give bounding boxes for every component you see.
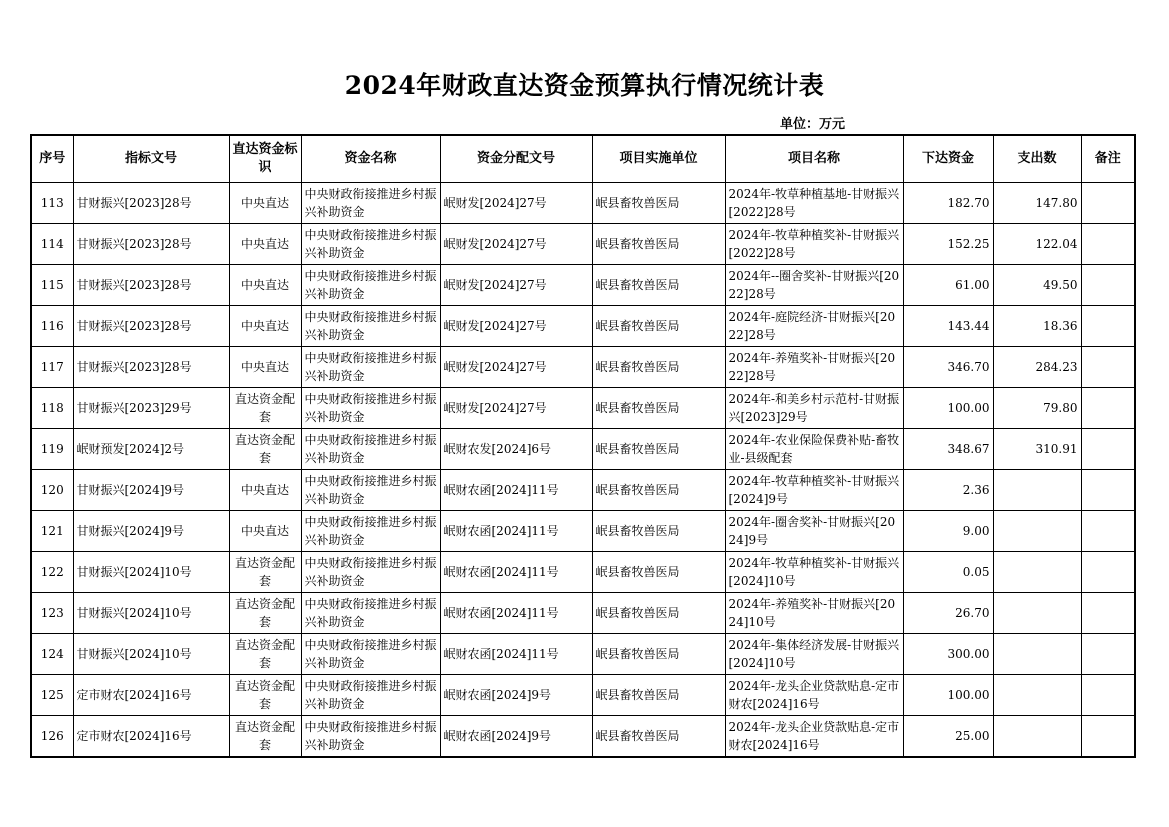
cell-unit-name-text: 岷县畜牧兽医局 <box>595 606 680 620</box>
cell-issued <box>903 716 993 758</box>
cell-project <box>725 306 903 347</box>
cell-seq <box>31 265 73 306</box>
cell-fund-name <box>301 470 440 511</box>
cell-alloc-doc <box>440 593 592 634</box>
cell-note <box>1081 634 1135 675</box>
cell-doc-no <box>73 224 229 265</box>
cell-unit-name-text: 岷县畜牧兽医局 <box>595 401 680 415</box>
cell-issued-text: 348.67 <box>947 442 990 456</box>
cell-seq-text: 125 <box>40 688 64 702</box>
cell-project <box>725 634 903 675</box>
cell-alloc-doc <box>440 429 592 470</box>
cell-spent <box>993 716 1081 758</box>
cell-seq-text: 121 <box>40 524 64 538</box>
cell-doc-no-text: 甘财振兴[2023]28号 <box>76 360 192 374</box>
table-body <box>31 183 1135 758</box>
cell-alloc-doc <box>440 347 592 388</box>
cell-note <box>1081 429 1135 470</box>
header-direct-tag <box>229 135 301 183</box>
cell-issued <box>903 388 993 429</box>
cell-spent <box>993 675 1081 716</box>
cell-project <box>725 388 903 429</box>
cell-issued <box>903 306 993 347</box>
cell-project <box>725 265 903 306</box>
cell-spent <box>993 552 1081 593</box>
cell-project <box>725 675 903 716</box>
cell-alloc-doc-text: 岷财农函[2024]11号 <box>443 565 559 579</box>
header-alloc-doc: 资金分配文号 <box>440 135 592 183</box>
cell-alloc-doc-text: 岷财发[2024]27号 <box>443 401 547 415</box>
cell-direct-tag <box>229 716 301 758</box>
cell-seq-text: 124 <box>40 647 64 661</box>
cell-direct-tag-text: 直达资金配套 <box>234 392 295 424</box>
cell-project <box>725 593 903 634</box>
cell-issued-text: 9.00 <box>962 524 990 538</box>
header-doc-no: 指标文号 <box>73 135 229 183</box>
cell-direct-tag <box>229 593 301 634</box>
cell-spent <box>993 265 1081 306</box>
cell-seq-text: 119 <box>40 442 64 456</box>
cell-doc-no <box>73 265 229 306</box>
cell-issued-text: 143.44 <box>947 319 990 333</box>
cell-direct-tag <box>229 429 301 470</box>
cell-seq <box>31 552 73 593</box>
cell-note <box>1081 224 1135 265</box>
table-row <box>31 183 1135 224</box>
cell-direct-tag-text: 直达资金配套 <box>234 638 295 670</box>
cell-direct-tag <box>229 388 301 429</box>
cell-seq <box>31 634 73 675</box>
cell-spent-text: 147.80 <box>1035 196 1078 210</box>
cell-direct-tag <box>229 552 301 593</box>
table-row <box>31 634 1135 675</box>
cell-issued <box>903 429 993 470</box>
cell-direct-tag <box>229 347 301 388</box>
cell-fund-name-text: 中央财政衔接推进乡村振兴补助资金 <box>304 392 437 424</box>
cell-issued-text: 100.00 <box>947 401 990 415</box>
cell-unit-name <box>592 183 725 224</box>
cell-spent <box>993 224 1081 265</box>
cell-fund-name-text: 中央财政衔接推进乡村振兴补助资金 <box>304 310 437 342</box>
cell-spent <box>993 388 1081 429</box>
cell-fund-name <box>301 388 440 429</box>
cell-seq-text: 123 <box>40 606 64 620</box>
cell-issued <box>903 224 993 265</box>
cell-direct-tag <box>229 306 301 347</box>
cell-fund-name-text: 中央财政衔接推进乡村振兴补助资金 <box>304 515 437 547</box>
cell-fund-name <box>301 634 440 675</box>
cell-project <box>725 347 903 388</box>
table-row <box>31 593 1135 634</box>
cell-direct-tag-text: 中央直达 <box>240 278 289 292</box>
cell-alloc-doc-text: 岷财发[2024]27号 <box>443 319 547 333</box>
cell-doc-no <box>73 388 229 429</box>
cell-issued <box>903 634 993 675</box>
header-fund-name: 资金名称 <box>301 135 440 183</box>
cell-alloc-doc <box>440 511 592 552</box>
cell-unit-name-text: 岷县畜牧兽医局 <box>595 524 680 538</box>
cell-alloc-doc <box>440 675 592 716</box>
cell-seq <box>31 716 73 758</box>
cell-issued-text: 0.05 <box>962 565 990 579</box>
header-issued: 下达资金 <box>903 135 993 183</box>
cell-fund-name <box>301 675 440 716</box>
cell-issued <box>903 470 993 511</box>
cell-fund-name-text: 中央财政衔接推进乡村振兴补助资金 <box>304 474 437 506</box>
cell-fund-name <box>301 306 440 347</box>
cell-alloc-doc <box>440 306 592 347</box>
cell-direct-tag-text: 直达资金配套 <box>234 679 295 711</box>
cell-project-text: 2024年-养殖奖补-甘财振兴[2024]10号 <box>728 597 896 629</box>
cell-project <box>725 552 903 593</box>
cell-seq <box>31 429 73 470</box>
cell-issued <box>903 265 993 306</box>
cell-project-text: 2024年-牧草种植奖补-甘财振兴[2024]10号 <box>728 556 900 588</box>
cell-spent-text: 284.23 <box>1035 360 1078 374</box>
cell-project-text: 2024年-农业保险保费补贴-畜牧业-县级配套 <box>728 433 900 465</box>
cell-alloc-doc-text: 岷财农函[2024]9号 <box>443 688 552 702</box>
cell-issued-text: 25.00 <box>955 729 990 743</box>
cell-unit-name <box>592 470 725 511</box>
cell-direct-tag-text: 直达资金配套 <box>234 597 295 629</box>
cell-doc-no-text: 定市财农[2024]16号 <box>76 729 192 743</box>
cell-spent <box>993 593 1081 634</box>
cell-issued-text: 100.00 <box>947 688 990 702</box>
cell-fund-name <box>301 183 440 224</box>
cell-fund-name <box>301 511 440 552</box>
cell-note <box>1081 675 1135 716</box>
cell-doc-no <box>73 347 229 388</box>
header-spent: 支出数 <box>993 135 1081 183</box>
cell-note <box>1081 593 1135 634</box>
cell-fund-name <box>301 716 440 758</box>
cell-project <box>725 224 903 265</box>
cell-alloc-doc <box>440 716 592 758</box>
table-row <box>31 347 1135 388</box>
budget-table <box>30 134 1136 758</box>
cell-direct-tag-text: 中央直达 <box>240 237 289 251</box>
cell-unit-name <box>592 716 725 758</box>
cell-unit-name-text: 岷县畜牧兽医局 <box>595 688 680 702</box>
cell-issued-text: 26.70 <box>955 606 990 620</box>
cell-doc-no <box>73 552 229 593</box>
cell-note <box>1081 552 1135 593</box>
table-row <box>31 429 1135 470</box>
cell-fund-name <box>301 347 440 388</box>
cell-seq-text: 115 <box>40 278 64 292</box>
cell-doc-no-text: 甘财振兴[2024]9号 <box>76 483 185 497</box>
cell-alloc-doc-text: 岷财发[2024]27号 <box>443 360 547 374</box>
cell-spent <box>993 470 1081 511</box>
cell-spent <box>993 347 1081 388</box>
cell-doc-no-text: 甘财振兴[2024]9号 <box>76 524 185 538</box>
table-row <box>31 388 1135 429</box>
cell-project-text: 2024年-圈舍奖补-甘财振兴[2024]9号 <box>728 515 896 547</box>
cell-direct-tag <box>229 470 301 511</box>
cell-unit-name-text: 岷县畜牧兽医局 <box>595 565 680 579</box>
cell-alloc-doc <box>440 265 592 306</box>
unit-label: 单位：万元 <box>780 117 846 132</box>
cell-unit-name-text: 岷县畜牧兽医局 <box>595 237 680 251</box>
cell-spent-text: 79.80 <box>1043 401 1078 415</box>
cell-doc-no <box>73 306 229 347</box>
cell-issued <box>903 511 993 552</box>
cell-issued-text: 346.70 <box>947 360 990 374</box>
cell-doc-no-text: 甘财振兴[2023]28号 <box>76 237 192 251</box>
cell-fund-name <box>301 429 440 470</box>
cell-seq-text: 120 <box>40 483 64 497</box>
cell-fund-name-text: 中央财政衔接推进乡村振兴补助资金 <box>304 720 437 752</box>
header-note: 备注 <box>1081 135 1135 183</box>
cell-issued-text: 61.00 <box>955 278 990 292</box>
cell-seq <box>31 224 73 265</box>
cell-spent <box>993 183 1081 224</box>
cell-seq <box>31 388 73 429</box>
header-direct-tag-text: 直达资金标识 <box>232 142 298 175</box>
cell-doc-no <box>73 634 229 675</box>
cell-seq-text: 117 <box>40 360 64 374</box>
cell-project <box>725 716 903 758</box>
cell-fund-name-text: 中央财政衔接推进乡村振兴补助资金 <box>304 638 437 670</box>
cell-spent-text: 122.04 <box>1035 237 1078 251</box>
cell-fund-name-text: 中央财政衔接推进乡村振兴补助资金 <box>304 433 437 465</box>
table-row <box>31 675 1135 716</box>
cell-doc-no-text: 岷财预发[2024]2号 <box>76 442 185 456</box>
cell-direct-tag-text: 中央直达 <box>240 196 289 210</box>
cell-doc-no <box>73 593 229 634</box>
table-row <box>31 470 1135 511</box>
cell-alloc-doc <box>440 183 592 224</box>
cell-doc-no-text: 甘财振兴[2023]29号 <box>76 401 192 415</box>
table-row <box>31 511 1135 552</box>
cell-alloc-doc-text: 岷财农函[2024]11号 <box>443 483 559 497</box>
cell-alloc-doc-text: 岷财发[2024]27号 <box>443 278 547 292</box>
header-seq: 序号 <box>31 135 73 183</box>
table-row <box>31 224 1135 265</box>
cell-direct-tag <box>229 634 301 675</box>
cell-unit-name <box>592 429 725 470</box>
cell-doc-no-text: 甘财振兴[2024]10号 <box>76 647 192 661</box>
cell-alloc-doc-text: 岷财农函[2024]11号 <box>443 647 559 661</box>
cell-direct-tag-text: 中央直达 <box>240 483 289 497</box>
cell-spent-text: 18.36 <box>1043 319 1078 333</box>
cell-seq <box>31 675 73 716</box>
cell-doc-no-text: 甘财振兴[2023]28号 <box>76 319 192 333</box>
cell-alloc-doc <box>440 634 592 675</box>
cell-seq <box>31 306 73 347</box>
cell-fund-name <box>301 593 440 634</box>
cell-unit-name-text: 岷县畜牧兽医局 <box>595 442 680 456</box>
cell-fund-name-text: 中央财政衔接推进乡村振兴补助资金 <box>304 228 437 260</box>
cell-project <box>725 511 903 552</box>
cell-direct-tag <box>229 265 301 306</box>
cell-direct-tag <box>229 224 301 265</box>
cell-project <box>725 429 903 470</box>
cell-unit-name-text: 岷县畜牧兽医局 <box>595 319 680 333</box>
cell-seq <box>31 593 73 634</box>
cell-issued <box>903 347 993 388</box>
cell-doc-no-text: 甘财振兴[2024]10号 <box>76 565 192 579</box>
cell-note <box>1081 716 1135 758</box>
cell-doc-no-text: 定市财农[2024]16号 <box>76 688 192 702</box>
cell-doc-no <box>73 511 229 552</box>
cell-doc-no <box>73 470 229 511</box>
cell-seq-text: 114 <box>40 237 64 251</box>
cell-project-text: 2024年-养殖奖补-甘财振兴[2022]28号 <box>728 351 896 383</box>
cell-seq-text: 113 <box>40 196 64 210</box>
cell-direct-tag-text: 直达资金配套 <box>234 433 295 465</box>
cell-seq-text: 118 <box>40 401 64 415</box>
table-row <box>31 265 1135 306</box>
cell-alloc-doc <box>440 224 592 265</box>
cell-doc-no <box>73 183 229 224</box>
cell-unit-name <box>592 306 725 347</box>
cell-unit-name-text: 岷县畜牧兽医局 <box>595 278 680 292</box>
cell-project-text: 2024年-集体经济发展-甘财振兴[2024]10号 <box>728 638 900 670</box>
cell-unit-name <box>592 347 725 388</box>
cell-unit-name-text: 岷县畜牧兽医局 <box>595 647 680 661</box>
cell-alloc-doc-text: 岷财农函[2024]11号 <box>443 524 559 538</box>
cell-issued <box>903 675 993 716</box>
cell-project-text: 2024年-龙头企业贷款贴息-定市财农[2024]16号 <box>728 679 900 711</box>
cell-project-text: 2024年--圈舍奖补-甘财振兴[2022]28号 <box>728 269 900 301</box>
cell-fund-name-text: 中央财政衔接推进乡村振兴补助资金 <box>304 187 437 219</box>
cell-direct-tag-text: 中央直达 <box>240 360 289 374</box>
cell-seq-text: 116 <box>40 319 64 333</box>
cell-direct-tag-text: 中央直达 <box>240 319 289 333</box>
cell-project-text: 2024年-牧草种植基地-甘财振兴[2022]28号 <box>728 187 900 219</box>
cell-direct-tag-text: 直达资金配套 <box>234 556 295 588</box>
cell-seq <box>31 347 73 388</box>
cell-alloc-doc-text: 岷财发[2024]27号 <box>443 196 547 210</box>
cell-fund-name-text: 中央财政衔接推进乡村振兴补助资金 <box>304 269 437 301</box>
cell-spent <box>993 511 1081 552</box>
cell-doc-no <box>73 675 229 716</box>
cell-issued <box>903 183 993 224</box>
header-unit-name: 项目实施单位 <box>592 135 725 183</box>
cell-spent-text: 49.50 <box>1043 278 1078 292</box>
cell-unit-name <box>592 388 725 429</box>
cell-doc-no <box>73 429 229 470</box>
cell-doc-no-text: 甘财振兴[2023]28号 <box>76 278 192 292</box>
cell-note <box>1081 347 1135 388</box>
table-row <box>31 306 1135 347</box>
cell-project-text: 2024年-牧草种植奖补-甘财振兴[2022]28号 <box>728 228 900 260</box>
cell-seq <box>31 511 73 552</box>
cell-unit-name-text: 岷县畜牧兽医局 <box>595 483 680 497</box>
cell-issued-text: 182.70 <box>947 196 990 210</box>
cell-doc-no-text: 甘财振兴[2024]10号 <box>76 606 192 620</box>
cell-alloc-doc-text: 岷财农函[2024]11号 <box>443 606 559 620</box>
cell-direct-tag <box>229 511 301 552</box>
cell-unit-name-text: 岷县畜牧兽医局 <box>595 360 680 374</box>
cell-unit-name <box>592 552 725 593</box>
cell-direct-tag-text: 中央直达 <box>240 524 289 538</box>
page-title: 2024年财政直达资金预算执行情况统计表 <box>344 71 825 100</box>
cell-fund-name <box>301 224 440 265</box>
cell-alloc-doc-text: 岷财农发[2024]6号 <box>443 442 552 456</box>
cell-spent-text: 310.91 <box>1035 442 1078 456</box>
cell-unit-name-text: 岷县畜牧兽医局 <box>595 196 680 210</box>
cell-direct-tag-text: 直达资金配套 <box>234 720 295 752</box>
cell-spent <box>993 429 1081 470</box>
cell-fund-name-text: 中央财政衔接推进乡村振兴补助资金 <box>304 597 437 629</box>
cell-unit-name <box>592 511 725 552</box>
cell-unit-name <box>592 265 725 306</box>
cell-issued <box>903 552 993 593</box>
cell-unit-name-text: 岷县畜牧兽医局 <box>595 729 680 743</box>
cell-fund-name-text: 中央财政衔接推进乡村振兴补助资金 <box>304 556 437 588</box>
cell-unit-name <box>592 224 725 265</box>
cell-fund-name-text: 中央财政衔接推进乡村振兴补助资金 <box>304 351 437 383</box>
cell-project-text: 2024年-庭院经济-甘财振兴[2022]28号 <box>728 310 896 342</box>
cell-issued-text: 300.00 <box>947 647 990 661</box>
cell-fund-name <box>301 265 440 306</box>
cell-project <box>725 470 903 511</box>
cell-note <box>1081 183 1135 224</box>
cell-alloc-doc <box>440 388 592 429</box>
cell-note <box>1081 470 1135 511</box>
cell-issued-text: 152.25 <box>947 237 990 251</box>
table-header-row <box>31 135 1135 183</box>
cell-fund-name-text: 中央财政衔接推进乡村振兴补助资金 <box>304 679 437 711</box>
cell-seq-text: 126 <box>40 729 64 743</box>
cell-alloc-doc-text: 岷财发[2024]27号 <box>443 237 547 251</box>
table-row <box>31 552 1135 593</box>
cell-spent <box>993 306 1081 347</box>
cell-note <box>1081 511 1135 552</box>
cell-project-text: 2024年-和美乡村示范村-甘财振兴[2023]29号 <box>728 392 900 424</box>
cell-note <box>1081 265 1135 306</box>
cell-issued <box>903 593 993 634</box>
cell-fund-name <box>301 552 440 593</box>
cell-alloc-doc <box>440 552 592 593</box>
cell-seq <box>31 470 73 511</box>
cell-project <box>725 183 903 224</box>
cell-direct-tag <box>229 675 301 716</box>
cell-unit-name <box>592 675 725 716</box>
cell-direct-tag <box>229 183 301 224</box>
table-row <box>31 716 1135 758</box>
header-project: 项目名称 <box>725 135 903 183</box>
cell-alloc-doc <box>440 470 592 511</box>
cell-note <box>1081 306 1135 347</box>
cell-seq-text: 122 <box>40 565 64 579</box>
cell-seq <box>31 183 73 224</box>
cell-project-text: 2024年-龙头企业贷款贴息-定市财农[2024]16号 <box>728 720 900 752</box>
cell-note <box>1081 388 1135 429</box>
cell-doc-no <box>73 716 229 758</box>
cell-unit-name <box>592 634 725 675</box>
cell-issued-text: 2.36 <box>962 483 990 497</box>
cell-alloc-doc-text: 岷财农函[2024]9号 <box>443 729 552 743</box>
cell-doc-no-text: 甘财振兴[2023]28号 <box>76 196 192 210</box>
cell-project-text: 2024年-牧草种植奖补-甘财振兴[2024]9号 <box>728 474 900 506</box>
cell-unit-name <box>592 593 725 634</box>
cell-spent <box>993 634 1081 675</box>
